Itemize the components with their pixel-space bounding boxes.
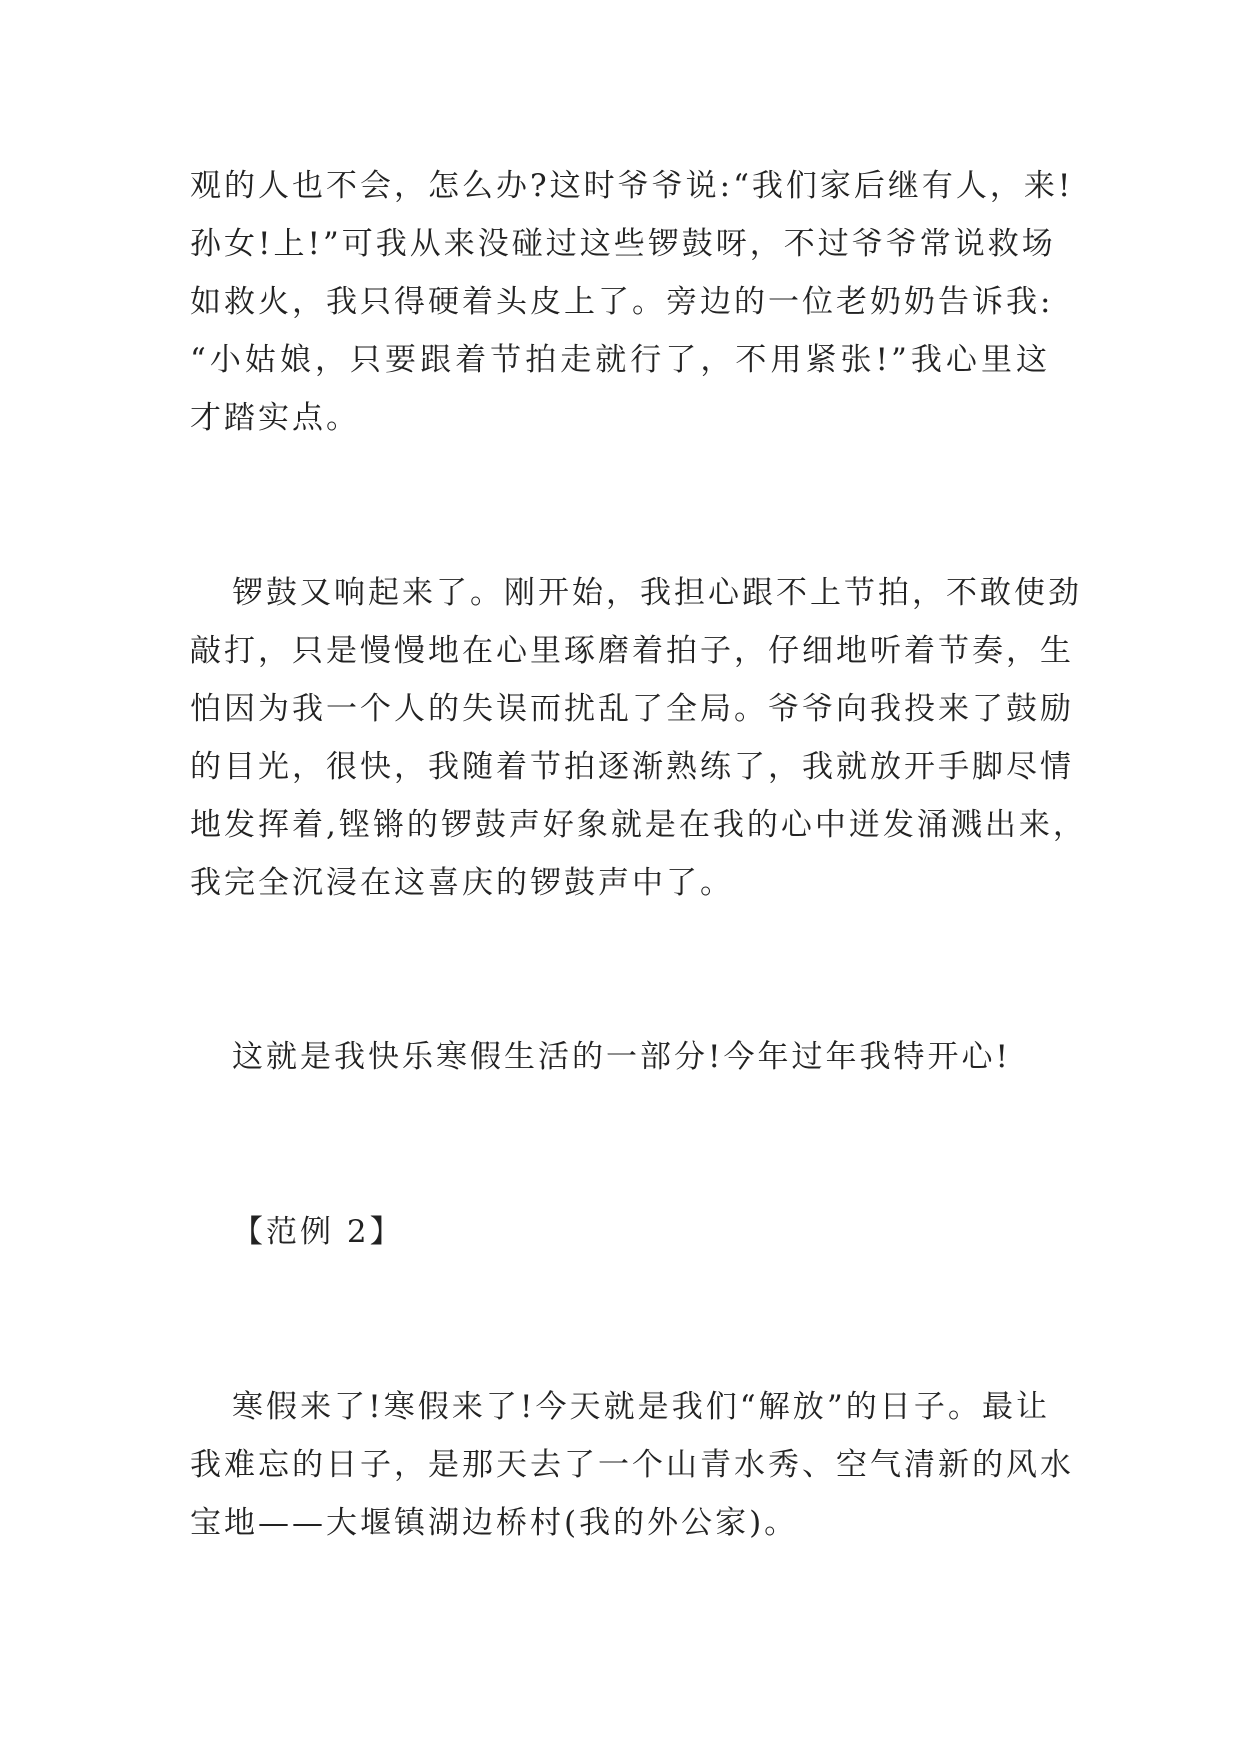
text-line: 观的人也不会，怎么办?这时爷爷说:“我们家后继有人，来! <box>190 168 1074 204</box>
text-line: 怕因为我一个人的失误而扰乱了全局。爷爷向我投来了鼓励 <box>190 691 1074 727</box>
text-line: 孙女!上!”可我从来没碰过这些锣鼓呀，不过爷爷常说救场 <box>190 226 1056 262</box>
text-line: 地发挥着,铿锵的锣鼓声好象就是在我的心中迸发涌溅出来， <box>190 807 1087 843</box>
text-line: 寒假来了!寒假来了!今天就是我们“解放”的日子。最让 <box>232 1389 1050 1425</box>
text-line: “小姑娘，只要跟着节拍走就行了，不用紧张!”我心里这 <box>190 342 1050 378</box>
text-line: 【范例 2】 <box>232 1214 404 1250</box>
text-line: 敲打，只是慢慢地在心里琢磨着拍子，仔细地听着节奏，生 <box>190 633 1074 669</box>
text-line: 我完全沉浸在这喜庆的锣鼓声中了。 <box>190 865 734 901</box>
text-line: 才踏实点。 <box>190 400 360 436</box>
text-line: 我难忘的日子，是那天去了一个山青水秀、空气清新的风水 <box>190 1447 1074 1483</box>
text-line: 的目光，很快，我随着节拍逐渐熟练了，我就放开手脚尽情 <box>190 749 1074 785</box>
text-line: 如救火，我只得硬着头皮上了。旁边的一位老奶奶告诉我: <box>190 284 1054 320</box>
text-line: 这就是我快乐寒假生活的一部分!今年过年我特开心! <box>232 1039 1011 1075</box>
text-line: 宝地——大堰镇湖边桥村(我的外公家)。 <box>190 1505 799 1541</box>
text-line: 锣鼓又响起来了。刚开始，我担心跟不上节拍，不敢使劲 <box>232 575 1082 611</box>
